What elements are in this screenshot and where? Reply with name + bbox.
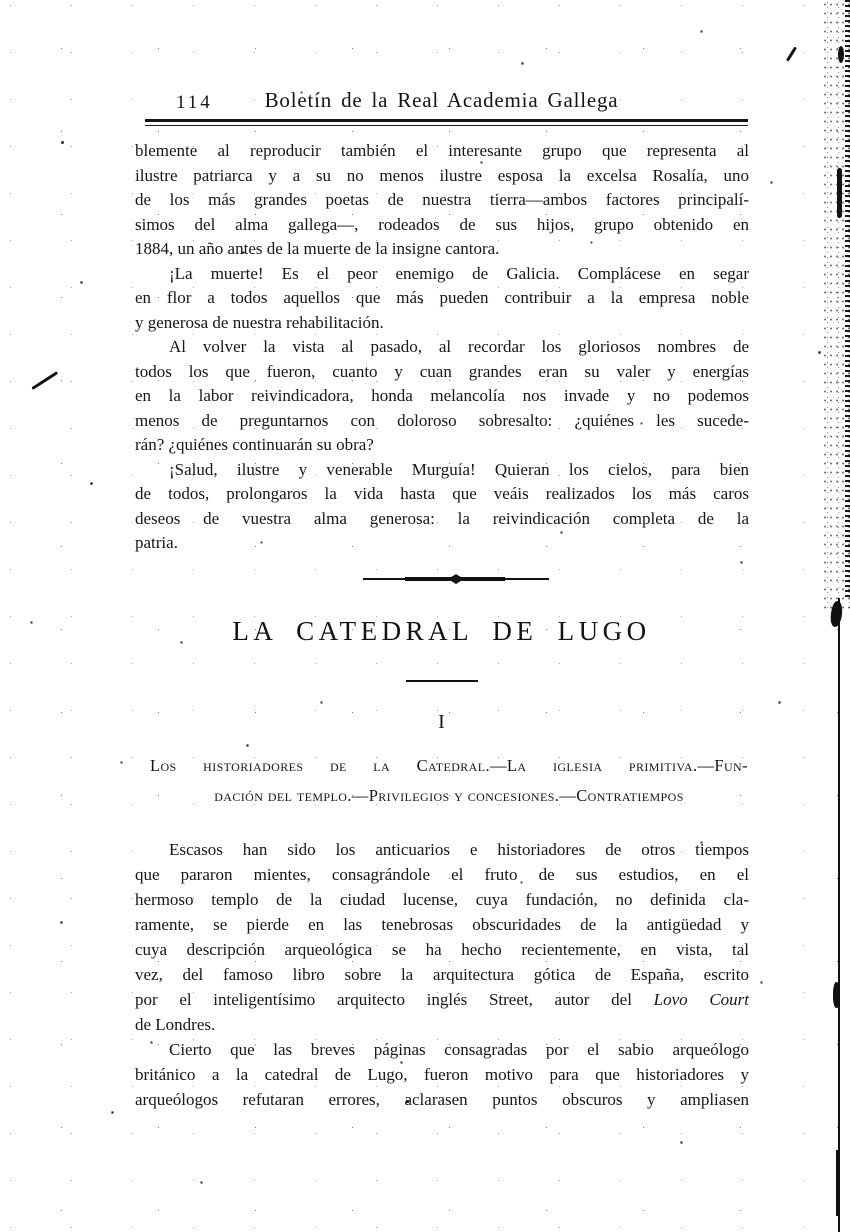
paragraph [135,458,749,556]
paragraph [135,1037,749,1112]
text-line: Escasos han sido los anticuarios e historiadores de otros tiempos [169,840,749,859]
scan-noise-dots [0,0,1,1]
text-segment: por el inteligentísimo arquitecto inglés Street, autor del [135,990,654,1009]
article-title: LA CATEDRAL DE LUGO [232,616,651,646]
text-line: ¡La muerte! Es el peor enemigo de Galicia. Complácese en segar [169,263,749,283]
body-text-top [135,139,749,556]
text-line: patria. [135,533,178,552]
text-line: ramente, se pierde en las tenebrosas obscuridades de la antigüedad y [135,915,749,934]
section-numeral: I [438,711,445,733]
text-line: en la labor reivindicadora, honda melancolía nos invade y no podemos [135,386,749,405]
ink-tick-top-right [786,46,797,61]
text-line: británico a la catedral de Lugo, fueron motivo para que historiadores y [135,1065,749,1084]
text-line: rán? ¿quiénes continuarán su obra? [135,435,374,454]
text-line: arqueólogos refutaran errores, aclarasen puntos obscuros y ampliasen [135,1090,749,1109]
text-line: deseos de vuestra alma generosa: la reivindicación completa de la [135,508,749,528]
text-line: 1884, un año antes de la muerte de la insigne cantora. [135,239,500,258]
summary-line: dación del templo.—Privilegios y concesiones.—Contratiempos [214,786,684,805]
text-line: simos del alma gallega—, rodeados de sus hijos, grupo obtenido en [135,214,749,234]
text-line: todos los que fueron, cuanto y cuan grandes eran su valer y energías [135,361,749,381]
text-line: de todos, prolongaros la vida hasta que veáis realizados los más caros [135,484,749,503]
text-line: Al volver la vista al pasado, al recordar los gloriosos nombres de [169,337,749,356]
text-line: Cierto que las breves páginas consagradas por el sabio arqueólogo [169,1040,749,1059]
italic-text: Lovo Court [653,990,749,1009]
header-double-rule [145,119,748,126]
text-line: que pararon mientes, consagrándole el fruto de sus estudios, en el [135,865,749,884]
text-line: blemente al reproducir también el interesante grupo que representa al [135,141,749,160]
paragraph [135,837,749,1037]
page-edge-line [838,598,840,1232]
text-line: de los más grandes poetas de nuestra tierra—ambos factores principalí- [135,190,749,209]
paragraph [135,335,749,458]
page-edge-speckle [845,0,850,600]
text-line: cuya descripción arqueológica se ha hecho recientemente, en vista, tal [135,940,749,959]
text-line: ¡Salud, ilustre y venerable Murguía! Quieran los cielos, para bien [169,459,749,479]
ink-blot-edge-mid [833,982,840,1008]
page-number: 114 [176,92,213,113]
journal-title: Boletín de la Real Academia Gallega [264,88,619,112]
summary-line: Los historiadores de la Catedral.—La iglesia primitiva.—Fun- [150,756,748,775]
paragraph [135,262,749,336]
divider-diamond-ornament [448,574,464,584]
text-line: y generosa de nuestra rehabilitación. [135,312,384,332]
section-divider [363,574,549,584]
text-line: de Londres. [135,1015,216,1034]
text-line: ilustre patriarca y a su no menos ilustre esposa la excelsa Rosalía, uno [135,165,749,185]
title-rule [406,680,478,682]
pen-slash-mark [31,371,58,390]
text-line [135,987,749,1012]
paragraph [135,139,749,262]
page-edge-thick-segment [836,1150,840,1216]
text-line: hermoso templo de la ciudad lucense, cuya fundación, no definida cla- [135,890,749,909]
text-line: vez, del famoso libro sobre la arquitectura gótica de España, escrito [135,965,749,984]
text-line: menos de preguntarnos con doloroso sobresalto: ¿quiénes les sucede- [135,410,749,430]
chapter-summary [150,751,748,811]
ink-blot-right-upper [837,168,842,218]
ink-blot-right-top [838,46,844,63]
body-text-bottom [135,837,749,1112]
text-line: en flor a todos aquellos que más pueden contribuir a la empresa noble [135,288,749,307]
